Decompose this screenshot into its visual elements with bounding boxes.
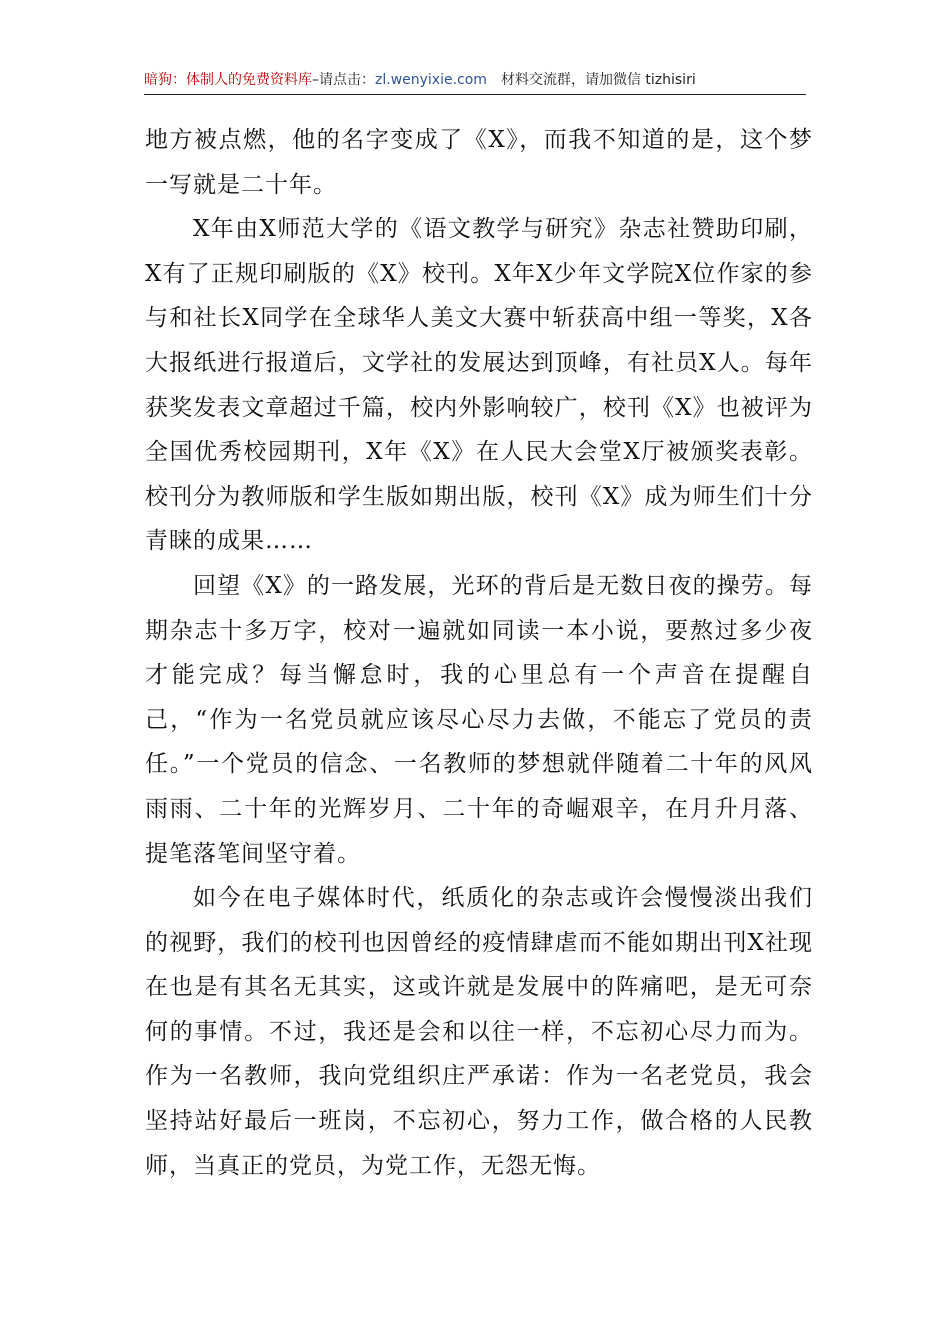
paragraph-2: X年由X师范大学的《语文教学与研究》杂志社赞助印刷，X有了正规印刷版的《X》校刊。X年X少年文学院X位作家的参与和社长X同学在全球华人美文大赛中斩获高中组一等奖，X各大报纸进行报道后，文学社的发展达到顶峰，有社员X人。每年获奖发表文章超过千篇，校内外影响较广，校刊《X》也被评为全国优秀校园期刊，X年《X》在人民大会堂X厅被颁奖表彰。校刊分为教师版和学生版如期出版，校刊《X》成为师生们十分青睐的成果……: [145, 216, 813, 555]
header-link[interactable]: zl.wenyixie.com: [375, 72, 487, 88]
header-brand: 暗狗：体制人的免费资料库: [144, 72, 312, 88]
header-prompt: –请点击：: [312, 72, 375, 88]
page-header: [144, 70, 806, 95]
paragraph-3: 回望《X》的一路发展，光环的背后是无数日夜的操劳。每期杂志十多万字，校对一遍就如同读一本小说，要熬过多少夜才能完成？每当懈怠时，我的心里总有一个声音在提醒自己，“作为一名党员就应该尽心尽力去做，不能忘了党员的责任。”一个党员的信念、一名教师的梦想就伴随着二十年的风风雨雨、二十年的光辉岁月、二十年的奇崛艰辛，在月升月落、提笔落笔间坚守着。: [145, 572, 813, 867]
paragraph-4: 如今在电子媒体时代，纸质化的杂志或许会慢慢淡出我们的视野，我们的校刊也因曾经的疫情肆虐而不能如期出刊X社现在也是有其名无其实，这或许就是发展中的阵痛吧，是无可奈何的事情。不过，我还是会和以往一样，不忘初心尽力而为。作为一名教师，我向党组织庄严承诺：作为一名老党员，我会坚持站好最后一班岗，不忘初心，努力工作，做合格的人民教师，当真正的党员，为党工作，无怨无悔。: [145, 885, 813, 1179]
paragraph-1: 地方被点燃，他的名字变成了《X》，而我不知道的是，这个梦一写就是二十年。: [145, 127, 813, 198]
header-group-info: 材料交流群，请加微信 tizhisiri: [500, 72, 696, 88]
document-body: [145, 118, 813, 1188]
